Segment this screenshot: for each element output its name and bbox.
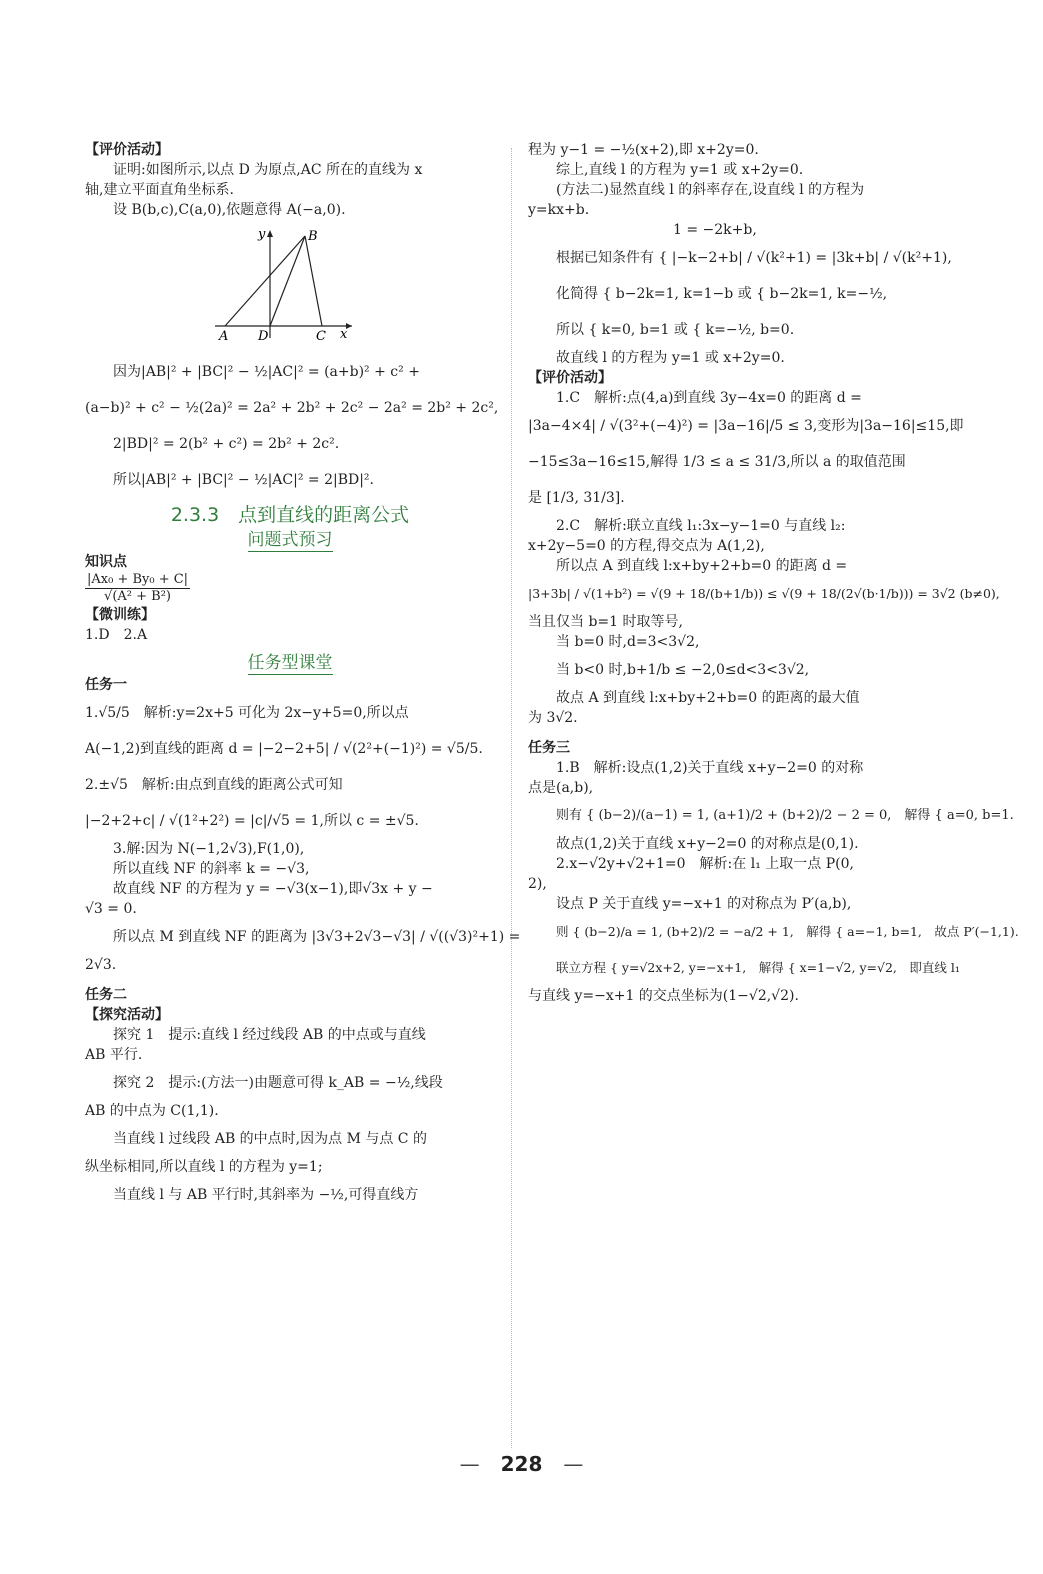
task1-line: 1.√5/5 解析:y=2x+5 可化为 2x−y+5=0,所以点 <box>85 705 409 721</box>
axis-y-label: y <box>258 227 266 242</box>
eval-line: 是 [1/3, 31/3]. <box>528 490 625 506</box>
formula-numerator: |Ax₀ + By₀ + C| <box>87 572 189 587</box>
calc-line: 因为|AB|² + |BC|² − ½|AC|² = (a+b)² + c² + <box>113 364 420 380</box>
task3-line: 故点(1,2)关于直线 x+y−2=0 的对称点是(0,1). <box>556 836 859 852</box>
section-title: 2.3.3 点到直线的距离公式 <box>170 504 410 526</box>
calc-line: (a−b)² + c² − ½(2a)² = 2a² + 2b² + 2c² − 2a² = 2b² + 2c², <box>85 400 499 416</box>
section-subtitle-class: 任务型课堂 <box>247 653 333 673</box>
explore-line: 当直线 l 与 AB 平行时,其斜率为 −½,可得直线方 <box>113 1187 419 1203</box>
footer-dash-left: — <box>459 1452 480 1476</box>
section-subtitle-preview: 问题式预习 <box>247 530 333 550</box>
triangle-figure <box>210 226 360 344</box>
solution-line: 所以 { k=0, b=1 或 { k=−½, b=0. <box>556 322 795 338</box>
task3-line: 则 { (b−2)/a = 1, (b+2)/2 = −a/2 + 1, 解得 { a=−1, b=1, 故点 P′(−1,1). <box>556 924 1019 939</box>
eval-line: 为 3√2. <box>528 710 578 726</box>
solution-line: 1 = −2k+b, <box>673 222 757 238</box>
solution-line: 化简得 { b−2k=1, k=1−b 或 { b−2k=1, k=−½, <box>556 286 888 302</box>
solution-line: 综上,直线 l 的方程为 y=1 或 x+2y=0. <box>556 162 804 178</box>
axis-x-label: x <box>340 327 348 342</box>
task3-line: 与直线 y=−x+1 的交点坐标为(1−√2,√2). <box>528 988 799 1004</box>
solution-line: 程为 y−1 = −½(x+2),即 x+2y=0. <box>528 142 759 158</box>
eval-line: 当 b=0 时,d=3<3√2, <box>556 634 700 650</box>
solution-line: 故直线 l 的方程为 y=1 或 x+2y=0. <box>556 350 785 366</box>
eval-line: 所以点 A 到直线 l:x+by+2+b=0 的距离 d = <box>556 558 848 574</box>
calc-line: 2|BD|² = 2(b² + c²) = 2b² + 2c². <box>113 436 340 452</box>
proof-line: 证明:如图所示,以点 D 为原点,AC 所在的直线为 x <box>113 162 423 178</box>
task1-line: 所以直线 NF 的斜率 k = −√3, <box>113 861 310 877</box>
explore-line: 当直线 l 过线段 AB 的中点时,因为点 M 与点 C 的 <box>113 1131 427 1147</box>
eval-activity-header: 【评价活动】 <box>85 142 169 158</box>
task1-line: 2.±√5 解析:由点到直线的距离公式可知 <box>85 777 343 793</box>
task3-line: 设点 P 关于直线 y=−x+1 的对称点为 P′(a,b), <box>556 896 852 912</box>
distance-formula <box>85 572 190 605</box>
task3-line: 点是(a,b), <box>528 780 594 796</box>
solution-line: 根据已知条件有 { |−k−2+b| / √(k²+1) = |3k+b| / √(k²+1), <box>556 250 952 266</box>
knowledge-point-header: 知识点 <box>85 554 127 570</box>
point-a-label: A <box>219 329 229 344</box>
explore-line: 探究 1 提示:直线 l 经过线段 AB 的中点或与直线 <box>113 1027 426 1043</box>
calc-line: 所以|AB|² + |BC|² − ½|AC|² = 2|BD|². <box>113 472 374 488</box>
task2-header: 任务二 <box>85 987 127 1003</box>
proof-line: 轴,建立平面直角坐标系. <box>85 182 234 198</box>
task1-line: 故直线 NF 的方程为 y = −√3(x−1),即√3x + y − <box>113 881 433 897</box>
page-number: 228 <box>500 1452 543 1476</box>
eval-line: 1.C 解析:点(4,a)到直线 3y−4x=0 的距离 d = <box>556 390 862 406</box>
solution-line: (方法二)显然直线 l 的斜率存在,设直线 l 的方程为 <box>556 182 865 198</box>
page-footer <box>0 1452 1043 1476</box>
explore-line: 纵坐标相同,所以直线 l 的方程为 y=1; <box>85 1159 323 1175</box>
task1-header: 任务一 <box>85 677 127 693</box>
task1-line: 所以点 M 到直线 NF 的距离为 |3√3+2√3−√3| / √((√3)²+1) = <box>113 929 521 945</box>
task1-line: 3.解:因为 N(−1,2√3),F(1,0), <box>113 841 305 857</box>
solution-line: y=kx+b. <box>528 202 590 218</box>
task3-line: 则有 { (b−2)/(a−1) = 1, (a+1)/2 + (b+2)/2 − 2 = 0, 解得 { a=0, b=1. <box>556 808 1014 823</box>
right-column <box>528 140 1019 1006</box>
left-column <box>85 140 521 1213</box>
explore-line: AB 平行. <box>85 1047 143 1063</box>
task3-line: 联立方程 { y=√2x+2, y=−x+1, 解得 { x=1−√2, y=√2, 即直线 l₁ <box>556 960 960 975</box>
task3-line: 2), <box>528 876 547 892</box>
task1-line: 2√3. <box>85 957 117 973</box>
micro-training-answers: 1.D 2.A <box>85 627 148 643</box>
point-d-label: D <box>258 329 269 344</box>
formula-denominator: √(A² + B²) <box>104 589 171 604</box>
task1-line: A(−1,2)到直线的距离 d = |−2−2+5| / √(2²+(−1)²) = √5/5. <box>85 741 483 757</box>
task1-line: √3 = 0. <box>85 901 137 917</box>
micro-training-header: 【微训练】 <box>85 607 155 623</box>
eval-line: |3a−4×4| / √(3²+(−4)²) = |3a−16|/5 ≤ 3,变形为|3a−16|≤15,即 <box>528 418 964 434</box>
eval-line: x+2y−5=0 的方程,得交点为 A(1,2), <box>528 538 765 554</box>
eval-line: −15≤3a−16≤15,解得 1/3 ≤ a ≤ 31/3,所以 a 的取值范围 <box>528 454 906 470</box>
explore-line: AB 的中点为 C(1,1). <box>85 1103 219 1119</box>
eval-line: 2.C 解析:联立直线 l₁:3x−y−1=0 与直线 l₂: <box>556 518 846 534</box>
column-divider <box>511 148 512 1448</box>
eval-line: 当 b<0 时,b+1/b ≤ −2,0≤d<3<3√2, <box>556 662 810 678</box>
task3-header: 任务三 <box>528 740 570 756</box>
eval-line: |3+3b| / √(1+b²) = √(9 + 18/(b+1/b)) ≤ √(9 + 18/(2√(b·1/b))) = 3√2 (b≠0), <box>528 586 1000 601</box>
point-b-label: B <box>308 229 318 244</box>
task3-line: 1.B 解析:设点(1,2)关于直线 x+y−2=0 的对称 <box>556 760 864 776</box>
point-c-label: C <box>316 329 326 344</box>
eval-line: 故点 A 到直线 l:x+by+2+b=0 的距离的最大值 <box>556 690 860 706</box>
eval-line: 当且仅当 b=1 时取等号, <box>528 614 683 630</box>
task3-line: 2.x−√2y+√2+1=0 解析:在 l₁ 上取一点 P(0, <box>556 856 854 872</box>
explore-line: 探究 2 提示:(方法一)由题意可得 k_AB = −½,线段 <box>113 1075 443 1091</box>
explore-activity-header: 【探究活动】 <box>85 1007 169 1023</box>
footer-dash-right: — <box>563 1452 584 1476</box>
eval-activity-header-2: 【评价活动】 <box>528 370 612 386</box>
proof-line: 设 B(b,c),C(a,0),依题意得 A(−a,0). <box>113 202 346 218</box>
task1-line: |−2+2+c| / √(1²+2²) = |c|/√5 = 1,所以 c = ±√5. <box>85 813 419 829</box>
